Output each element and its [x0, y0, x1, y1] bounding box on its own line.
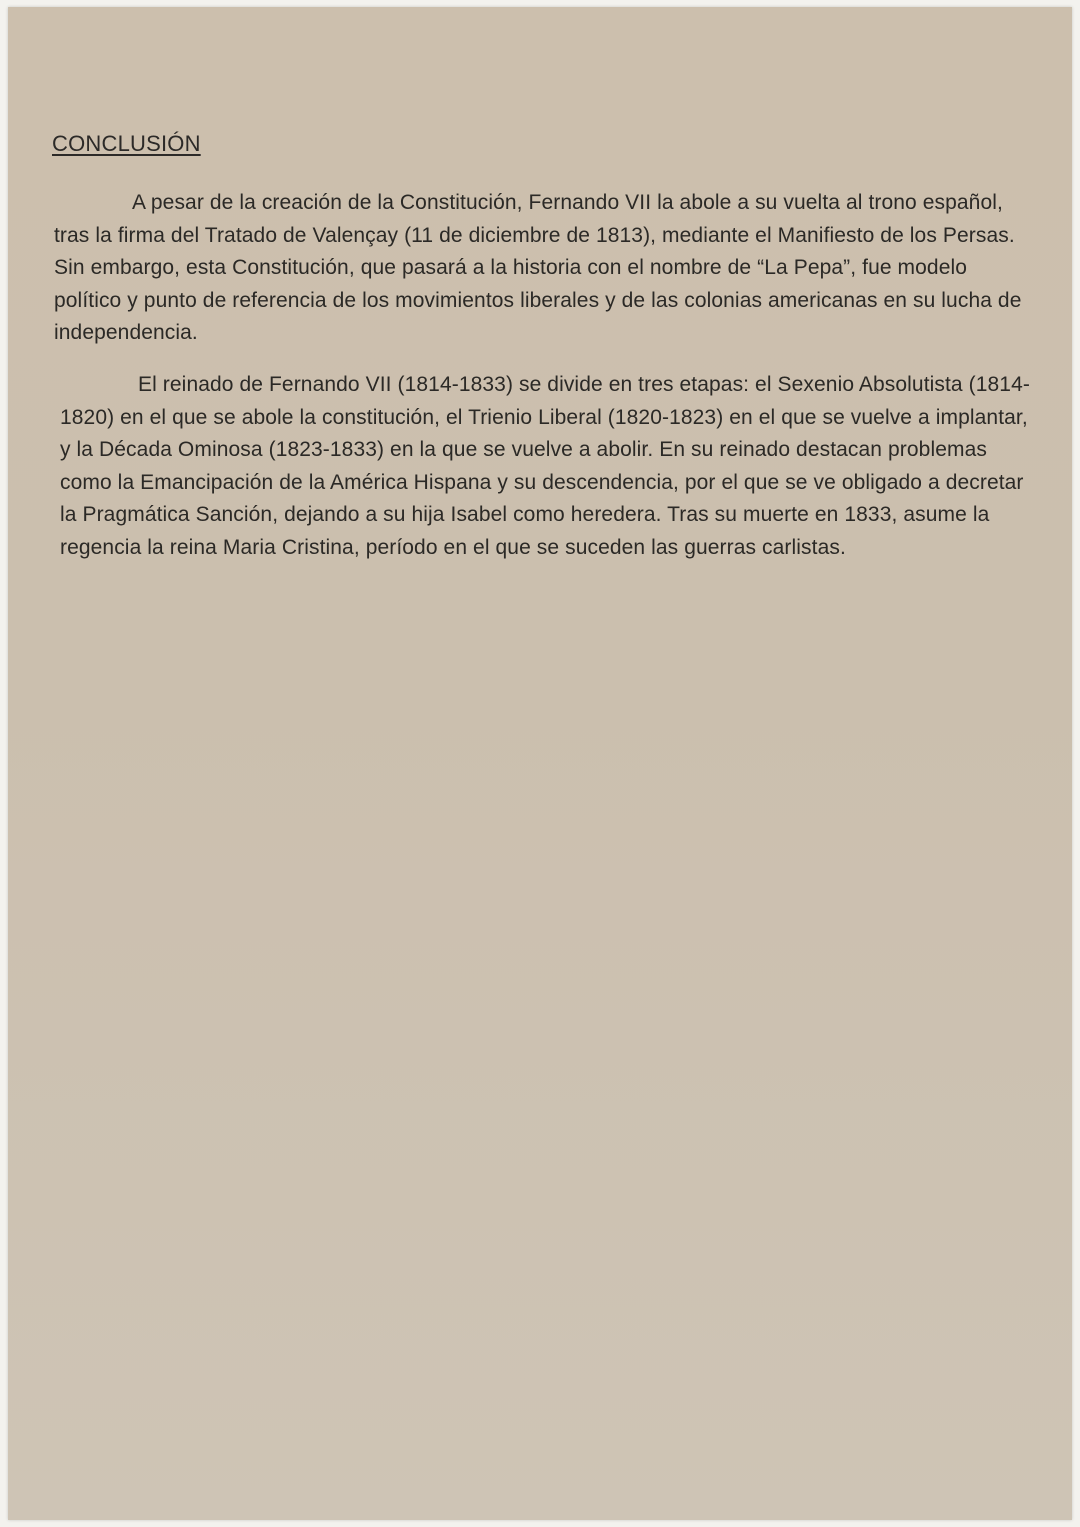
section-heading: CONCLUSIÓN [52, 131, 201, 156]
paragraph-2: El reinado de Fernando VII (1814-1833) se divide en tres etapas: el Sexenio Absolutista (1814-1820) en el que se abole la constitución, el Trienio Liberal (1820-1823) en el que se vuelve a implantar, y la Década Ominosa (1823-1833) en la que se vuelve a abolir. En su reinado destacan problemas como la Emancipación de la América Hispana y su descendencia, por el que se ve obligado a decretar la Pragmática Sanción, dejando a su hija Isabel como heredera. Tras su muerte en 1833, asume la regencia la reina Maria Cristina, período en el que se suceden las guerras carlistas. [60, 373, 1030, 559]
paper-sheet [8, 7, 1072, 1520]
paragraph-1: A pesar de la creación de la Constitución, Fernando VII la abole a su vuelta al trono español, tras la firma del Tratado de Valençay (11 de diciembre de 1813), mediante el Manifiesto de los Persas. Sin embargo, esta Constitución, que pasará a la historia con el nombre de “La Pepa”, fue modelo político y punto de referencia de los movimientos liberales y de las colonias americanas en su lucha de independencia. [54, 191, 1022, 345]
